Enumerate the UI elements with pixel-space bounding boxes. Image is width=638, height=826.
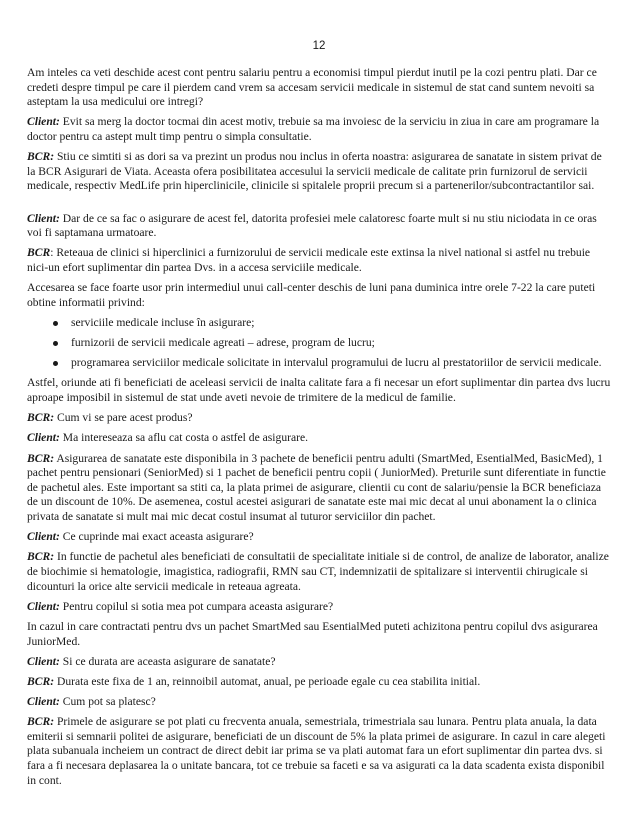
dialogue-client <box>27 600 611 615</box>
dialogue-text: Stiu ce simtiti si as dori sa va prezint un produs nou inclus in oferta noastra: asigurarea de sanatate in sistem privat de la BCR Asigurari de Viata. Aceasta ofera posibilitatea accesului la servicii medicale de calitate prin furnizorul de servicii medicale, respectiv MedLife prin hiperclinicile, clinicile si spitalele proprii precum si a partenerilor/subcontractantilor sai. <box>27 150 602 193</box>
spacer <box>27 200 611 212</box>
speaker-label: BCR: <box>27 150 55 164</box>
dialogue-client <box>27 655 611 670</box>
bullet-icon <box>53 361 58 366</box>
dialogue-client <box>27 431 611 446</box>
dialogue-bcr <box>27 246 611 275</box>
dialogue-text: Primele de asigurare se pot plati cu frecventa anuala, semestriala, trimestriala sau lunara. Pentru plata anuala, la data emiterii si semnarii politei de asigurare, beneficiati de un discount de 5% la plata primei de asigurare. In cazul in care alegeti plata subanuala incheiem un contract de direct debit iar prima se va plati automat fara un efort suplimentar din partea dvs. si fara a fi necesara deplasarea la o unitate bancara, tot ce trebuie sa faceti e sa va asigurati ca la data scadenta exista disponibil in cont. <box>27 715 606 787</box>
list-item <box>71 316 611 331</box>
dialogue-text: Pentru copilul si sotia mea pot cumpara aceasta asigurare? <box>59 599 334 613</box>
dialogue-text: : Reteaua de clinici si hiperclinici a furnizorului de servicii medicale este extinsa la nivel national si astfel nu trebuie nici-un efort suplimentar din partea Dvs. in a accesa serviciile medicale. <box>27 246 591 274</box>
speaker-label: BCR: <box>27 674 55 688</box>
dialogue-text: Ce cuprinde mai exact aceasta asigurare? <box>59 530 254 544</box>
list-item-text: programarea serviciilor medicale solicitate in intervalul programului de lucru al prestatoriilor de servicii medicale. <box>71 356 602 370</box>
dialogue-client <box>27 115 611 144</box>
dialogue-client <box>27 212 611 241</box>
dialogue-bcr <box>27 675 611 690</box>
dialogue-client <box>27 695 611 710</box>
paragraph-access: Accesarea se face foarte usor prin intermediul unui call-center deschis de luni pana duminica intre orele 7-22 la care puteti obtine informatii privind: <box>27 281 596 309</box>
dialogue-text: Dar de ce sa fac o asigurare de acest fel, datorita profesiei mele calatoresc foarte mult si nu stiu niciodata in ce oras voi fi saptamana urmatoare. <box>27 211 597 240</box>
speaker-label: Client: <box>27 115 60 129</box>
document-body <box>27 66 611 794</box>
list-item <box>71 336 611 351</box>
speaker-label: Client: <box>27 211 60 225</box>
dialogue-text: Durata este fixa de 1 an, reinnoibil automat, anual, pe perioade egale cu cea stabilita initial. <box>54 674 481 688</box>
speaker-label: Client: <box>27 530 60 544</box>
dialogue-bcr <box>27 150 611 194</box>
dialogue-text: Cum pot sa platesc? <box>59 695 156 709</box>
speaker-label: Client: <box>27 599 60 613</box>
bullet-icon <box>53 341 58 346</box>
dialogue-bcr <box>27 411 611 426</box>
dialogue-bcr <box>27 715 611 788</box>
speaker-label: BCR <box>27 246 51 260</box>
list-item-text: serviciile medicale incluse în asigurare; <box>71 315 255 329</box>
dialogue-text: Cum vi se pare acest produs? <box>54 411 193 425</box>
speaker-label: Client: <box>27 654 60 668</box>
speaker-label: BCR: <box>27 411 55 425</box>
dialogue-bcr <box>27 550 611 594</box>
dialogue-text: Evit sa merg la doctor tocmai din acest motiv, trebuie sa ma invoiesc de la serviciu in ziua in care am programare la doctor pentru ca astept mult timp pentru o simpla consultatie. <box>27 115 600 143</box>
dialogue-text: Ma intereseaza sa aflu cat costa o astfel de asigurare. <box>59 431 309 445</box>
paragraph-summary: Astfel, oriunde ati fi beneficiati de aceleasi servicii de inalta calitate fara a fi necesar un efort suplimentar din partea dvs lucru aproape imposibil in sistemul de stat unde aveti nevoie de trimitere de la medicul de familie. <box>27 376 611 405</box>
paragraph-intro: Am inteles ca veti deschide acest cont pentru salariu pentru a economisi timpul pierdut inutil pe la cozi pentru plati. Dar ce credeti despre timpul pe care il pierdem cand vrem sa accesam servicii medicale in sistemul de stat cand suntem nevoiti sa asteptam la usa medicului ore intregi? <box>27 66 597 109</box>
list-item-text: furnizorii de servicii medicale agreati – adrese, program de lucru; <box>71 336 375 350</box>
dialogue-bcr <box>27 452 611 525</box>
dialogue-text: Si ce durata are aceasta asigurare de sanatate? <box>59 654 276 668</box>
speaker-label: BCR: <box>27 451 55 465</box>
page-number: 12 <box>312 40 326 52</box>
dialogue-client <box>27 530 611 545</box>
bullet-list <box>27 316 611 371</box>
paragraph-junior: In cazul in care contractati pentru dvs un pachet SmartMed sau EsentialMed puteti achizitona pentru copilul dvs asigurarea JuniorMed. <box>27 619 598 648</box>
speaker-label: BCR: <box>27 715 55 729</box>
bullet-icon <box>53 321 58 326</box>
speaker-label: Client: <box>27 431 60 445</box>
speaker-label: Client: <box>27 695 60 709</box>
list-item <box>71 356 611 371</box>
speaker-label: BCR: <box>27 550 55 564</box>
dialogue-text: Asigurarea de sanatate este disponibila in 3 pachete de beneficii pentru adulti (SmartMed, EsentialMed, BasicMed), 1 pachet pentru pensionari (SeniorMed) si 1 pachet de beneficii pentru copii ( JuniorMed). Preturile sunt diferentiate in functie de pachetul ales. Este important sa stiti ca, la plata primei de asigurare, clientii cu cont de salariu/pensie la BCR beneficiaza de un discount de 10%. De asemenea, costul acestei asigurari de sanatate este mai mic decat al unui abonament la o clinica privata de sanatate si mult mai mic decat costul insumat al tuturor serviciilor din pachet. <box>27 451 606 523</box>
dialogue-text: In functie de pachetul ales beneficiati de consultatii de specialitate initiale si de control, de analize de laborator, analize de biochimie si hematologie, imagistica, radiografii, RMN sau CT, indemnizatii de spitalizare si interventii chirugicale si dicounturi la orice alte servicii medicale in reteaua agreata. <box>27 550 609 593</box>
